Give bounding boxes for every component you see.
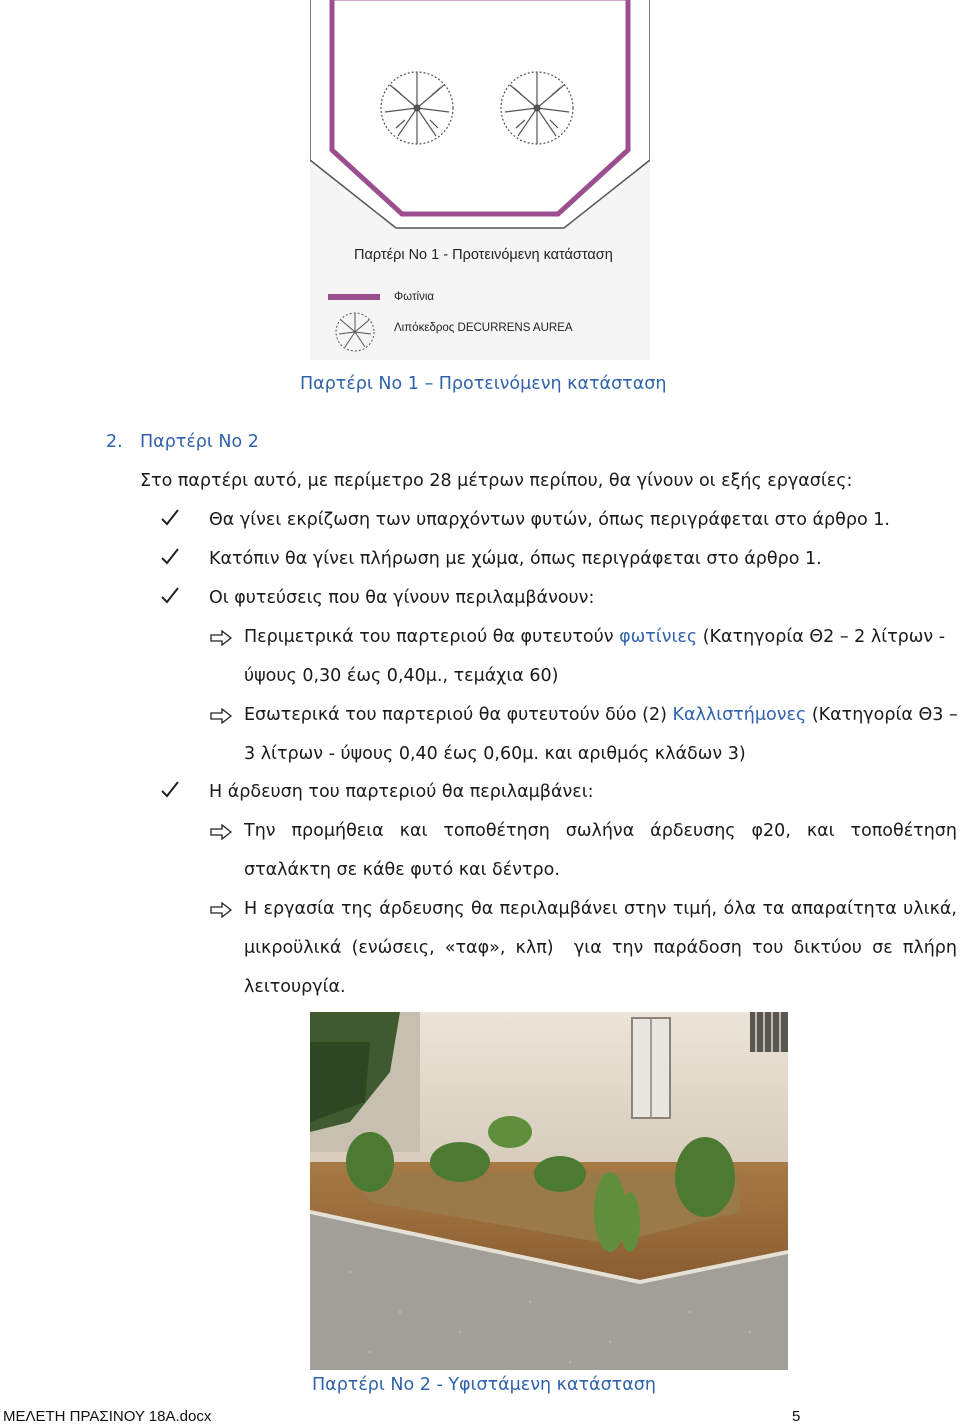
section-intro: Στο παρτέρι αυτό, με περίμετρο 28 μέτρων περίπου, θα γίνουν οι εξής εργασίες:	[140, 471, 853, 491]
planting-2-line2: 3 λίτρων - ύψους 0,40 έως 0,60μ. και αριθμός κλάδων 3)	[244, 744, 746, 764]
check-icon	[160, 586, 180, 606]
irrigation-1: Την προμήθεια και τοποθέτηση σωλήνα άρδευσης φ20, και τοποθέτηση	[244, 821, 957, 841]
check-item-2: Κατόπιν θα γίνει πλήρωση με χώμα, όπως περιγράφεται στο άρθρο 1.	[209, 549, 822, 569]
plan-title: Παρτέρι Νο 1 - Προτεινόμενη κατάσταση	[354, 247, 613, 263]
plan-drawing	[310, 0, 650, 360]
legend-swatch	[328, 294, 380, 300]
footer-filename: ΜΕΛΕΤΗ ΠΡΑΣΙΝΟΥ 18Α.docx	[3, 1408, 212, 1425]
check-icon	[160, 780, 180, 800]
check-icon	[160, 547, 180, 567]
arrow-right-icon	[210, 902, 232, 918]
irrigation-1-line2: σταλάκτη σε κάθε φυτό και δέντρο.	[244, 860, 560, 880]
planting-2: Εσωτερικά του παρτεριού θα φυτευτούν δύο (2) Καλλιστήμονες (Κατηγορία Θ3 –	[244, 705, 958, 725]
site-photo	[310, 1012, 788, 1370]
irrigation-2-line3: λειτουργία.	[244, 977, 346, 997]
section-number: 2.	[106, 432, 123, 452]
planting-1: Περιμετρικά του παρτεριού θα φυτευτούν φωτίνιες (Κατηγορία Θ2 – 2 λίτρων -	[244, 627, 946, 647]
check-icon	[160, 508, 180, 528]
footer-page-number: 5	[792, 1408, 801, 1425]
irrigation-2-line2: μικροϋλικά (ενώσεις, «ταφ», κλπ) για την παράδοση του δικτύου σε πλήρη	[244, 938, 957, 958]
plan-figure	[310, 0, 650, 360]
legend-photinia: Φωτίνια	[394, 291, 435, 303]
irrigation-2: Η εργασία της άρδευσης θα περιλαμβάνει στην τιμή, όλα τα απαραίτητα υλικά,	[244, 899, 957, 919]
figure-caption-1: Παρτέρι Νο 1 – Προτεινόμενη κατάσταση	[300, 374, 667, 394]
check-item-1: Θα γίνει εκρίζωση των υπαρχόντων φυτών, όπως περιγράφεται στο άρθρο 1.	[209, 510, 890, 530]
arrow-right-icon	[210, 824, 232, 840]
check-item-3: Οι φυτεύσεις που θα γίνουν περιλαμβάνουν:	[209, 588, 595, 608]
legend-cedar: Λιπόκεδρος DECURRENS AUREA	[394, 322, 573, 334]
arrow-right-icon	[210, 630, 232, 646]
figure-caption-2: Παρτέρι Νο 2 - Υφιστάμενη κατάσταση	[312, 1375, 656, 1395]
planting-1-line2: ύψους 0,30 έως 0,40μ., τεμάχια 60)	[244, 666, 559, 686]
section-title: Παρτέρι Νο 2	[140, 432, 259, 452]
irrigation-title: Η άρδευση του παρτεριού θα περιλαμβάνει:	[209, 782, 594, 802]
arrow-right-icon	[210, 708, 232, 724]
